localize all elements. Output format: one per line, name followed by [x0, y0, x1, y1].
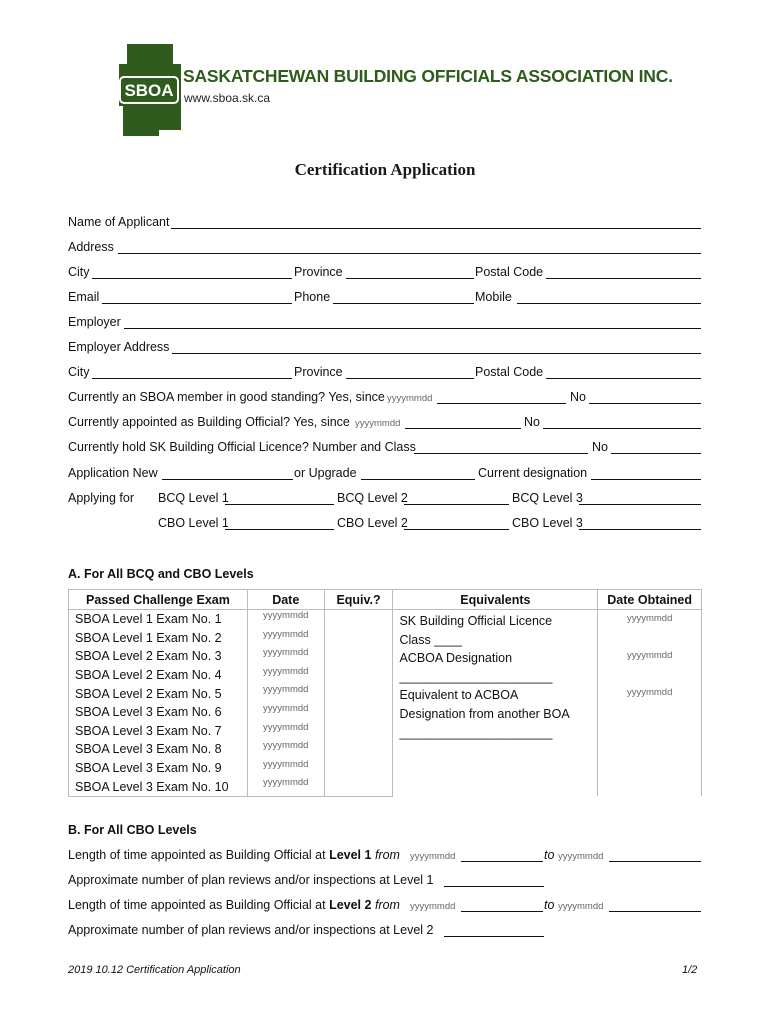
exam-name: SBOA Level 2 Exam No. 4: [69, 666, 248, 685]
applying-for-label: Applying for: [68, 491, 135, 505]
current-designation-field[interactable]: [591, 479, 701, 480]
footer-doc-title: 2019 10.12 Certification Application: [68, 964, 241, 976]
l2-to-field[interactable]: [609, 911, 701, 912]
exam-name: SBOA Level 2 Exam No. 3: [69, 647, 248, 666]
date-obtained-3: yyyymmdd: [626, 687, 673, 699]
length-l1-line: [68, 848, 400, 862]
member-no-field[interactable]: [589, 403, 701, 404]
equiv-acboa-line[interactable]: ______________________: [399, 669, 553, 684]
phone-label: Phone: [294, 290, 331, 304]
exam-name: SBOA Level 3 Exam No. 9: [69, 759, 248, 778]
appointed-no-field[interactable]: [543, 428, 701, 429]
from-label: from: [374, 898, 400, 912]
phone-field[interactable]: [333, 303, 474, 304]
exam-name: SBOA Level 1 Exam No. 2: [69, 629, 248, 648]
postal2-field[interactable]: [546, 378, 701, 379]
province-field[interactable]: [346, 278, 474, 279]
exam-date-field[interactable]: yyyymmdd: [247, 703, 324, 722]
exam-date-field[interactable]: yyyymmdd: [247, 740, 324, 759]
appointed-label: Currently appointed as Building Official? Yes, since: [68, 415, 350, 429]
mobile-label: Mobile: [475, 290, 512, 304]
licence-no-field[interactable]: [611, 453, 701, 454]
exam-equiv-field[interactable]: [324, 759, 393, 778]
logo-text: SBOA: [124, 81, 174, 100]
employer-label: Employer: [68, 315, 121, 329]
section-b-heading: B. For All CBO Levels: [68, 823, 197, 837]
exam-date-field[interactable]: yyyymmdd: [247, 647, 324, 666]
equiv-sk-class[interactable]: Class ____: [399, 632, 463, 647]
equivalents-cell: [393, 610, 598, 797]
mobile-field[interactable]: [517, 303, 701, 304]
bcq3-field[interactable]: [579, 504, 701, 505]
cbo2-label: CBO Level 2: [337, 516, 408, 530]
appointed-since-field[interactable]: [405, 428, 521, 429]
appointed-date-placeholder: yyyymmdd: [355, 418, 401, 429]
city2-field[interactable]: [92, 378, 292, 379]
reviews-l1-label: Approximate number of plan reviews and/or inspections at Level 1: [68, 873, 434, 887]
exam-equiv-field[interactable]: [324, 703, 393, 722]
licence-number-field[interactable]: [414, 453, 588, 454]
or-upgrade-label: or Upgrade: [294, 466, 357, 480]
exam-equiv-field[interactable]: [324, 610, 393, 629]
province2-label: Province: [294, 365, 343, 379]
level1-label: Level 1: [329, 848, 372, 862]
equiv-other-boa: Equivalent to ACBOA: [399, 688, 519, 703]
col-header-equiv: Equiv.?: [324, 590, 393, 610]
exam-date-field[interactable]: yyyymmdd: [247, 629, 324, 648]
employer-address-label: Employer Address: [68, 340, 170, 354]
licence-label: Currently hold SK Building Official Licence? Number and Class: [68, 440, 416, 454]
cbo1-field[interactable]: [225, 529, 334, 530]
exam-equiv-field[interactable]: [324, 722, 393, 741]
exam-name: SBOA Level 3 Exam No. 8: [69, 740, 248, 759]
province2-field[interactable]: [346, 378, 474, 379]
city-field[interactable]: [92, 278, 292, 279]
employer-address-field[interactable]: [172, 353, 701, 354]
member-since-field[interactable]: [437, 403, 566, 404]
postal-label: Postal Code: [475, 265, 544, 279]
exam-equiv-field[interactable]: [324, 666, 393, 685]
exam-name: SBOA Level 3 Exam No. 10: [69, 777, 248, 796]
exam-date-field[interactable]: yyyymmdd: [247, 666, 324, 685]
length-l2-line: [68, 898, 400, 912]
exam-name: SBOA Level 3 Exam No. 7: [69, 722, 248, 741]
equiv-acboa: ACBOA Designation: [399, 651, 513, 666]
l2-to-placeholder: yyyymmdd: [558, 901, 604, 912]
app-new-label: Application New: [68, 466, 158, 480]
member-date-placeholder: yyyymmdd: [387, 393, 433, 404]
exam-equiv-field[interactable]: [324, 647, 393, 666]
member-label: Currently an SBOA member in good standing? Yes, since: [68, 390, 385, 404]
equiv-other-boa-2: Designation from another BOA: [399, 706, 570, 721]
date-obtained-1: yyyymmdd: [626, 613, 673, 624]
reviews-l1-field[interactable]: [444, 886, 544, 887]
page-number: 1/2: [682, 964, 698, 976]
exam-name: SBOA Level 1 Exam No. 1: [69, 610, 248, 629]
l2-from-placeholder: yyyymmdd: [410, 901, 456, 912]
member-no-label: No: [570, 390, 586, 404]
level2-label: Level 2: [329, 898, 372, 912]
cbo3-field[interactable]: [579, 529, 701, 530]
col-header-date: Date: [247, 590, 324, 610]
col-header-date-obtained: Date Obtained: [598, 590, 702, 610]
email-label: Email: [68, 290, 100, 304]
section-a-heading: A. For All BCQ and CBO Levels: [68, 567, 254, 581]
name-field[interactable]: [171, 228, 701, 229]
length-prefix: Length of time appointed as Building Official at: [68, 898, 326, 912]
sboa-logo: [119, 44, 181, 136]
length-prefix: Length of time appointed as Building Official at: [68, 848, 326, 862]
exam-equiv-field[interactable]: [324, 777, 393, 796]
l1-to-placeholder: yyyymmdd: [558, 851, 604, 862]
exam-date-field[interactable]: yyyymmdd: [247, 759, 324, 778]
page-title: Certification Application: [294, 160, 476, 179]
bcq1-field[interactable]: [225, 504, 334, 505]
exam-name: SBOA Level 2 Exam No. 5: [69, 684, 248, 703]
from-label: from: [374, 848, 400, 862]
exam-table: [68, 589, 702, 797]
org-name: SASKATCHEWAN BUILDING OFFICIALS ASSOCIATION INC.: [183, 66, 673, 86]
bcq2-field[interactable]: [404, 504, 509, 505]
cbo1-label: CBO Level 1: [158, 516, 229, 530]
org-url[interactable]: www.sboa.sk.ca: [184, 91, 271, 105]
city-label: City: [68, 265, 90, 279]
current-designation-label: Current designation: [478, 466, 588, 480]
licence-no-label: No: [592, 440, 608, 454]
reviews-l2-field[interactable]: [444, 936, 544, 937]
exam-equiv-field[interactable]: [324, 740, 393, 759]
col-header-exam: Passed Challenge Exam: [69, 590, 248, 610]
reviews-l2-label: Approximate number of plan reviews and/or inspections at Level 2: [68, 923, 434, 937]
exam-date-field[interactable]: yyyymmdd: [247, 684, 324, 703]
l1-to-field[interactable]: [609, 861, 701, 862]
address-field[interactable]: [118, 253, 701, 254]
l2-from-field[interactable]: [461, 911, 543, 912]
postal2-label: Postal Code: [475, 365, 544, 379]
date-obtained-2: yyyymmdd: [626, 650, 673, 662]
date-obtained-cell[interactable]: [598, 610, 702, 797]
l1-from-field[interactable]: [461, 861, 543, 862]
equiv-other-boa-line[interactable]: ______________________: [399, 725, 553, 740]
upgrade-field[interactable]: [361, 479, 475, 480]
email-field[interactable]: [102, 303, 292, 304]
exam-equiv-field[interactable]: [324, 629, 393, 648]
l1-from-placeholder: yyyymmdd: [410, 851, 456, 862]
exam-date-field[interactable]: yyyymmdd: [247, 722, 324, 741]
l2-to-label: to: [544, 898, 555, 912]
bcq1-label: BCQ Level 1: [158, 491, 229, 505]
equiv-sk-licence: SK Building Official Licence: [399, 614, 553, 628]
postal-field[interactable]: [546, 278, 701, 279]
employer-field[interactable]: [124, 328, 701, 329]
city2-label: City: [68, 365, 90, 379]
cbo2-field[interactable]: [404, 529, 509, 530]
bcq2-label: BCQ Level 2: [337, 491, 408, 505]
bcq3-label: BCQ Level 3: [512, 491, 583, 505]
exam-date-field[interactable]: yyyymmdd: [247, 610, 324, 629]
col-header-equivalents: Equivalents: [393, 590, 598, 610]
l1-to-label: to: [544, 848, 555, 862]
province-label: Province: [294, 265, 343, 279]
exam-name: SBOA Level 3 Exam No. 6: [69, 703, 248, 722]
app-new-field[interactable]: [162, 479, 293, 480]
name-label: Name of Applicant: [68, 215, 170, 229]
exam-date-field[interactable]: yyyymmdd: [247, 777, 324, 796]
address-label: Address: [68, 240, 114, 254]
exam-equiv-field[interactable]: [324, 684, 393, 703]
cbo3-label: CBO Level 3: [512, 516, 583, 530]
appointed-no-label: No: [524, 415, 540, 429]
